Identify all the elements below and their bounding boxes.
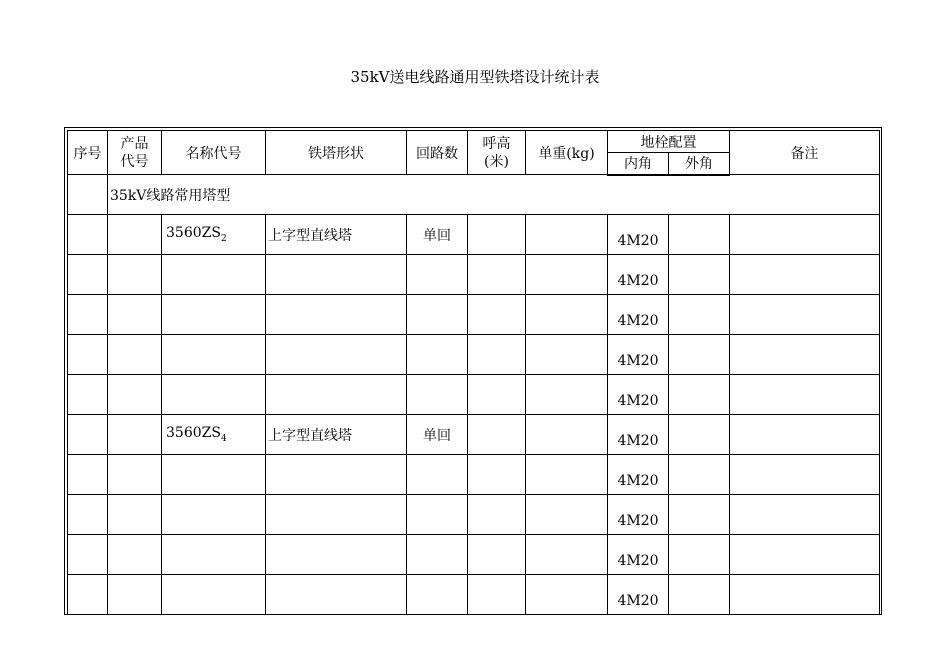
cell-inner-angle (608, 375, 669, 415)
cell-remarks (730, 295, 880, 335)
category-label: 35kV线路常用塔型 (108, 175, 880, 215)
cell-outer-angle (669, 415, 730, 455)
cell-height (468, 535, 526, 575)
cell-height (468, 575, 526, 615)
cell-name-code (162, 295, 266, 335)
cell-tower-shape (266, 535, 407, 575)
name-code-subscript: 2 (220, 233, 227, 244)
inner-angle-value: 4M20 (617, 472, 659, 489)
header-height-line2: (米) (484, 153, 509, 170)
cell-inner-angle (608, 535, 669, 575)
tower-statistics-table (67, 130, 880, 615)
cell-height (468, 215, 526, 255)
cell-circuits (407, 255, 468, 295)
inner-angle-value: 4M20 (617, 352, 659, 369)
header-circuits: 回路数 (407, 131, 468, 175)
cell-seq (68, 375, 108, 415)
cell-tower-shape: 上字型直线塔 (266, 215, 407, 255)
cell-product-code (108, 335, 162, 375)
table-row (68, 335, 880, 375)
cell-name-code (162, 335, 266, 375)
cell-remarks (730, 495, 880, 535)
table-row (68, 575, 880, 615)
cell-tower-shape (266, 455, 407, 495)
cell-outer-angle (669, 295, 730, 335)
cell-tower-shape (266, 295, 407, 335)
header-inner-angle: 内角 (608, 153, 669, 175)
cell-seq (68, 215, 108, 255)
cell-unit-weight (526, 335, 608, 375)
cell-tower-shape: 上字型直线塔 (266, 415, 407, 455)
cell-outer-angle (669, 535, 730, 575)
header-name-code: 名称代号 (162, 131, 266, 175)
table-row (68, 295, 880, 335)
cell-remarks (730, 335, 880, 375)
cell-height (468, 375, 526, 415)
cell-inner-angle (608, 575, 669, 615)
cell-product-code (108, 535, 162, 575)
cell-circuits (407, 575, 468, 615)
name-code-text: 3560ZS (166, 225, 221, 242)
cell-inner-angle (608, 335, 669, 375)
cell-product-code (108, 495, 162, 535)
cell-circuits (407, 495, 468, 535)
cell-name-code (162, 415, 266, 455)
cell-seq (68, 415, 108, 455)
cell-name-code (162, 575, 266, 615)
document-title: 35kV送电线路通用型铁塔设计统计表 (350, 68, 600, 86)
cell-inner-angle (608, 255, 669, 295)
cell-outer-angle (669, 335, 730, 375)
cell-outer-angle (669, 495, 730, 535)
header-product-code-line2: 代号 (120, 153, 149, 170)
table-row (68, 255, 880, 295)
cell-name-code (162, 535, 266, 575)
cell-inner-angle (608, 455, 669, 495)
inner-angle-value: 4M20 (617, 512, 659, 529)
cell-height (468, 255, 526, 295)
header-product-code (108, 131, 162, 175)
cell-circuits (407, 335, 468, 375)
cell-product-code (108, 255, 162, 295)
cell-product-code (108, 215, 162, 255)
cell-remarks (730, 215, 880, 255)
cell-remarks (730, 575, 880, 615)
cell-seq (68, 455, 108, 495)
cell-remarks (730, 415, 880, 455)
table-row (68, 455, 880, 495)
cell-tower-shape (266, 335, 407, 375)
table-row (68, 215, 880, 255)
header-product-code-line1: 产品 (120, 135, 149, 152)
cell-circuits: 单回 (407, 415, 468, 455)
category-row (68, 175, 880, 215)
cell-height (468, 495, 526, 535)
cell-seq (68, 295, 108, 335)
inner-angle-value: 4M20 (617, 592, 659, 609)
cell-unit-weight (526, 495, 608, 535)
cell-product-code (108, 295, 162, 335)
cell-inner-angle (608, 495, 669, 535)
cell-product-code (108, 455, 162, 495)
cell-circuits (407, 455, 468, 495)
inner-angle-value: 4M20 (617, 272, 659, 289)
cell-tower-shape (266, 495, 407, 535)
cell-remarks (730, 535, 880, 575)
cell-height (468, 415, 526, 455)
cell-unit-weight (526, 575, 608, 615)
inner-angle-value: 4M20 (617, 432, 659, 449)
cell-name-code (162, 215, 266, 255)
cell-name-code (162, 455, 266, 495)
cell-circuits (407, 535, 468, 575)
cell-outer-angle (669, 375, 730, 415)
cell-height (468, 455, 526, 495)
cell-circuits (407, 375, 468, 415)
cell-name-code (162, 495, 266, 535)
header-remarks: 备注 (730, 131, 880, 175)
header-height (468, 131, 526, 175)
cell-seq (68, 255, 108, 295)
cell-tower-shape (266, 375, 407, 415)
cell-name-code (162, 375, 266, 415)
cell-unit-weight (526, 455, 608, 495)
cell-outer-angle (669, 215, 730, 255)
header-anchor-config: 地栓配置 (608, 131, 730, 153)
table-row (68, 535, 880, 575)
table-row (68, 415, 880, 455)
cell-outer-angle (669, 455, 730, 495)
category-seq-cell (68, 175, 108, 215)
header-unit-weight: 单重(kg) (526, 131, 608, 175)
header-height-line1: 呼高 (482, 135, 511, 152)
cell-remarks (730, 455, 880, 495)
cell-tower-shape (266, 255, 407, 295)
inner-angle-value: 4M20 (617, 312, 659, 329)
cell-outer-angle (669, 255, 730, 295)
cell-remarks (730, 375, 880, 415)
cell-unit-weight (526, 535, 608, 575)
name-code-text: 3560ZS (166, 425, 221, 442)
cell-name-code (162, 255, 266, 295)
cell-product-code (108, 415, 162, 455)
cell-seq (68, 335, 108, 375)
cell-remarks (730, 255, 880, 295)
cell-tower-shape (266, 575, 407, 615)
cell-inner-angle (608, 215, 669, 255)
cell-height (468, 295, 526, 335)
cell-height (468, 335, 526, 375)
cell-unit-weight (526, 375, 608, 415)
header-outer-angle: 外角 (669, 153, 730, 175)
cell-circuits (407, 295, 468, 335)
header-tower-shape: 铁塔形状 (266, 131, 407, 175)
cell-product-code (108, 375, 162, 415)
header-seq: 序号 (68, 131, 108, 175)
cell-inner-angle (608, 415, 669, 455)
name-code-subscript: 4 (220, 433, 227, 444)
cell-unit-weight (526, 295, 608, 335)
cell-circuits: 单回 (407, 215, 468, 255)
cell-unit-weight (526, 255, 608, 295)
cell-unit-weight (526, 215, 608, 255)
inner-angle-value: 4M20 (617, 552, 659, 569)
cell-seq (68, 495, 108, 535)
cell-unit-weight (526, 415, 608, 455)
cell-product-code (108, 575, 162, 615)
cell-outer-angle (669, 575, 730, 615)
cell-seq (68, 575, 108, 615)
cell-inner-angle (608, 295, 669, 335)
cell-seq (68, 535, 108, 575)
table-row (68, 495, 880, 535)
inner-angle-value: 4M20 (617, 392, 659, 409)
inner-angle-value: 4M20 (617, 232, 659, 249)
table-row (68, 375, 880, 415)
